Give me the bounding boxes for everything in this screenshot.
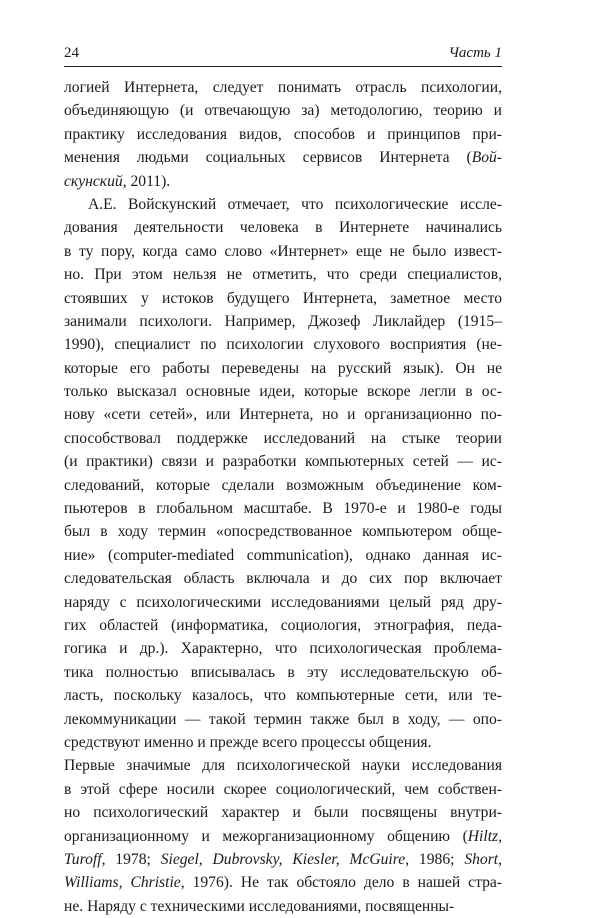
text-line bbox=[64, 170, 502, 193]
page-header bbox=[64, 44, 502, 67]
text-segment: Первые значимые для психологической науки исследования bbox=[64, 757, 502, 775]
text-segment: Short, bbox=[464, 850, 503, 868]
text-segment: менения людьми социальных сервисов Интернета ( bbox=[64, 149, 472, 167]
text-line bbox=[64, 544, 502, 567]
text-segment: но психологический характер и были посвящены внутри- bbox=[64, 804, 502, 822]
text-line bbox=[64, 497, 502, 520]
text-line bbox=[64, 825, 502, 848]
text-segment: Вой- bbox=[471, 149, 502, 167]
text-line bbox=[64, 591, 502, 614]
text-segment: Williams, Christie bbox=[64, 874, 181, 892]
text-line bbox=[64, 310, 502, 333]
body-text bbox=[64, 76, 502, 918]
text-line bbox=[64, 403, 502, 426]
text-line bbox=[64, 614, 502, 637]
text-segment: 1990), специалист по психологии слухового восприятия (не- bbox=[64, 336, 502, 354]
text-segment: стоявших у истоков будущего Интернета, заметное место bbox=[64, 289, 502, 307]
text-line bbox=[64, 731, 502, 754]
text-line bbox=[64, 708, 502, 731]
text-segment: организационному и межорганизационному общению ( bbox=[64, 827, 468, 845]
text-line bbox=[64, 895, 502, 918]
text-segment: А.Е. Войскунский отмечает, что психологические иссле- bbox=[88, 195, 502, 213]
text-line bbox=[64, 263, 502, 286]
text-segment: ласть, поскольку казалось, что компьютерные сети, или те- bbox=[64, 687, 502, 705]
text-segment: которые его работы переведены на русский язык). Он не bbox=[64, 359, 502, 377]
text-line bbox=[64, 778, 502, 801]
text-segment: наряду с психологическими исследованиями целый ряд дру- bbox=[64, 593, 502, 611]
text-segment: но. При этом нельзя не отметить, что среди специалистов, bbox=[64, 266, 502, 284]
text-segment: гогика и др.). Характерно, что психологическая проблема- bbox=[64, 640, 502, 658]
text-segment: ние» (computer-mediated communication), однако данная ис- bbox=[64, 546, 502, 564]
text-segment: только высказал основные идеи, которые вскоре легли в ос- bbox=[64, 383, 502, 401]
text-segment: средствуют именно и прежде всего процессы общения. bbox=[64, 733, 432, 751]
text-line bbox=[64, 123, 502, 146]
text-segment: скунский bbox=[64, 172, 123, 190]
text-segment: (и практики) связи и разработки компьютерных сетей — ис- bbox=[64, 453, 502, 471]
text-segment: объединяющую (и отвечающую за) методологию, теорию и bbox=[64, 102, 502, 120]
text-line bbox=[64, 216, 502, 239]
text-line bbox=[64, 520, 502, 543]
text-segment: Siegel, Dubrovsky, Kiesler, McGuire bbox=[160, 850, 406, 868]
text-line bbox=[64, 801, 502, 824]
text-line bbox=[64, 637, 502, 660]
text-segment: нову «сети сетей», или Интернета, но и организационно по- bbox=[64, 406, 502, 424]
text-segment: , 1978; bbox=[101, 850, 161, 868]
text-line bbox=[64, 661, 502, 684]
text-segment: пьютеров в глобальном масштабе. В 1970-е и 1980-е годы bbox=[64, 500, 502, 518]
text-segment: Turoff bbox=[64, 850, 102, 868]
text-segment: практику исследования видов, способов и принципов при- bbox=[64, 125, 502, 143]
text-line bbox=[64, 474, 502, 497]
text-line bbox=[64, 450, 502, 473]
text-segment: в ту пору, когда само слово «Интернет» еще не было извест- bbox=[64, 242, 502, 260]
text-line bbox=[64, 240, 502, 263]
text-segment: , 1986; bbox=[405, 850, 465, 868]
text-segment: логией Интернета, следует понимать отрасль психологии, bbox=[64, 79, 502, 96]
text-line bbox=[64, 357, 502, 380]
text-segment: лекоммуникации — такой термин также был в ходу, — опо- bbox=[64, 710, 502, 728]
text-segment: следований, которые сделали возможным объединение ком- bbox=[64, 476, 502, 494]
text-segment: , 2011). bbox=[122, 172, 171, 190]
text-line bbox=[64, 193, 502, 216]
text-segment: дования деятельности человека в Интернете начинались bbox=[64, 219, 502, 237]
text-segment: следовательская область включала и до сих пор включает bbox=[64, 570, 502, 588]
text-line bbox=[64, 427, 502, 450]
text-segment: не. Наряду с техническими исследованиями, посвященны- bbox=[64, 897, 455, 915]
text-segment: был в ходу термин «опосредствованное компьютером обще- bbox=[64, 523, 502, 541]
text-line bbox=[64, 567, 502, 590]
text-line bbox=[64, 754, 502, 777]
text-line bbox=[64, 380, 502, 403]
text-segment: тика полностью вписывалась в эту исследовательскую об- bbox=[64, 663, 502, 681]
text-segment: занимали психологи. Например, Джозеф Ликлайдер (1915– bbox=[64, 312, 502, 330]
text-segment: Hiltz, bbox=[467, 827, 502, 845]
running-head: Часть 1 bbox=[448, 45, 502, 61]
text-line bbox=[64, 287, 502, 310]
text-line bbox=[64, 871, 502, 894]
text-line bbox=[64, 848, 502, 871]
text-line bbox=[64, 333, 502, 356]
text-segment: , 1976). Не так обстояло дело в нашей стра- bbox=[180, 874, 502, 892]
text-line bbox=[64, 684, 502, 707]
text-segment: в этой сфере носили скорее социологический, чем собствен- bbox=[64, 780, 502, 798]
text-segment: гих областей (информатика, социология, этнография, педа- bbox=[64, 616, 502, 634]
text-segment: способствовал поддержке исследований на стыке теории bbox=[64, 429, 502, 447]
page-number: 24 bbox=[64, 45, 79, 61]
text-line bbox=[64, 146, 502, 169]
text-line bbox=[64, 76, 502, 99]
text-line bbox=[64, 99, 502, 122]
